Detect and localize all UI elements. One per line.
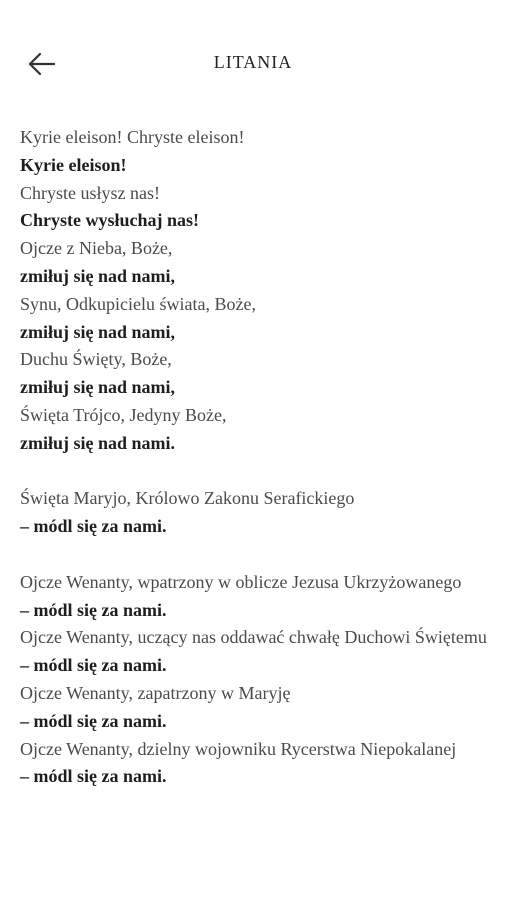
litany-response: – módl się za nami. [20, 599, 167, 620]
litany-response: Kyrie eleison! [20, 154, 127, 175]
litany-response: Chryste wysłuchaj nas! [20, 210, 200, 231]
litany-text [20, 124, 492, 791]
litany-response: – módl się za nami. [20, 655, 167, 676]
app-header [0, 0, 506, 128]
litany-invocation: Ojcze Wenanty, zapatrzony w Maryję [20, 682, 291, 703]
litany-invocation: Święta Trójco, Jedyny Boże, [20, 404, 227, 425]
stanza-gap [20, 541, 492, 569]
litany-invocation: Chryste usłysz nas! [20, 182, 160, 203]
litany-invocation: Synu, Odkupicielu świata, Boże, [20, 293, 256, 314]
litany-invocation: Ojcze Wenanty, wpatrzony w oblicze Jezusa Ukrzyżowanego [20, 571, 462, 592]
stanza-gap [20, 458, 492, 486]
litany-response: zmiłuj się nad nami, [20, 321, 176, 342]
litany-response: – módl się za nami. [20, 516, 167, 537]
litany-invocation: Ojcze z Nieba, Boże, [20, 238, 173, 259]
litany-response: zmiłuj się nad nami, [20, 377, 176, 398]
litany-response: – módl się za nami. [20, 710, 167, 731]
litany-invocation: Kyrie eleison! Chryste eleison! [20, 127, 245, 147]
litany-invocation: Duchu Święty, Boże, [20, 349, 172, 370]
litany-invocation: Ojcze Wenanty, dzielny wojowniku Rycerstwa Niepokalanej [20, 738, 457, 759]
litany-response: zmiłuj się nad nami. [20, 432, 176, 453]
litany-response: zmiłuj się nad nami, [20, 265, 176, 286]
litany-response: – módl się za nami. [20, 766, 167, 787]
litany-invocation: Ojcze Wenanty, uczący nas oddawać chwałę Duchowi Świętemu [20, 627, 487, 648]
litany-invocation: Święta Maryjo, Królowo Zakonu Serafickiego [20, 488, 355, 509]
page-title: LITANIA [213, 52, 293, 72]
